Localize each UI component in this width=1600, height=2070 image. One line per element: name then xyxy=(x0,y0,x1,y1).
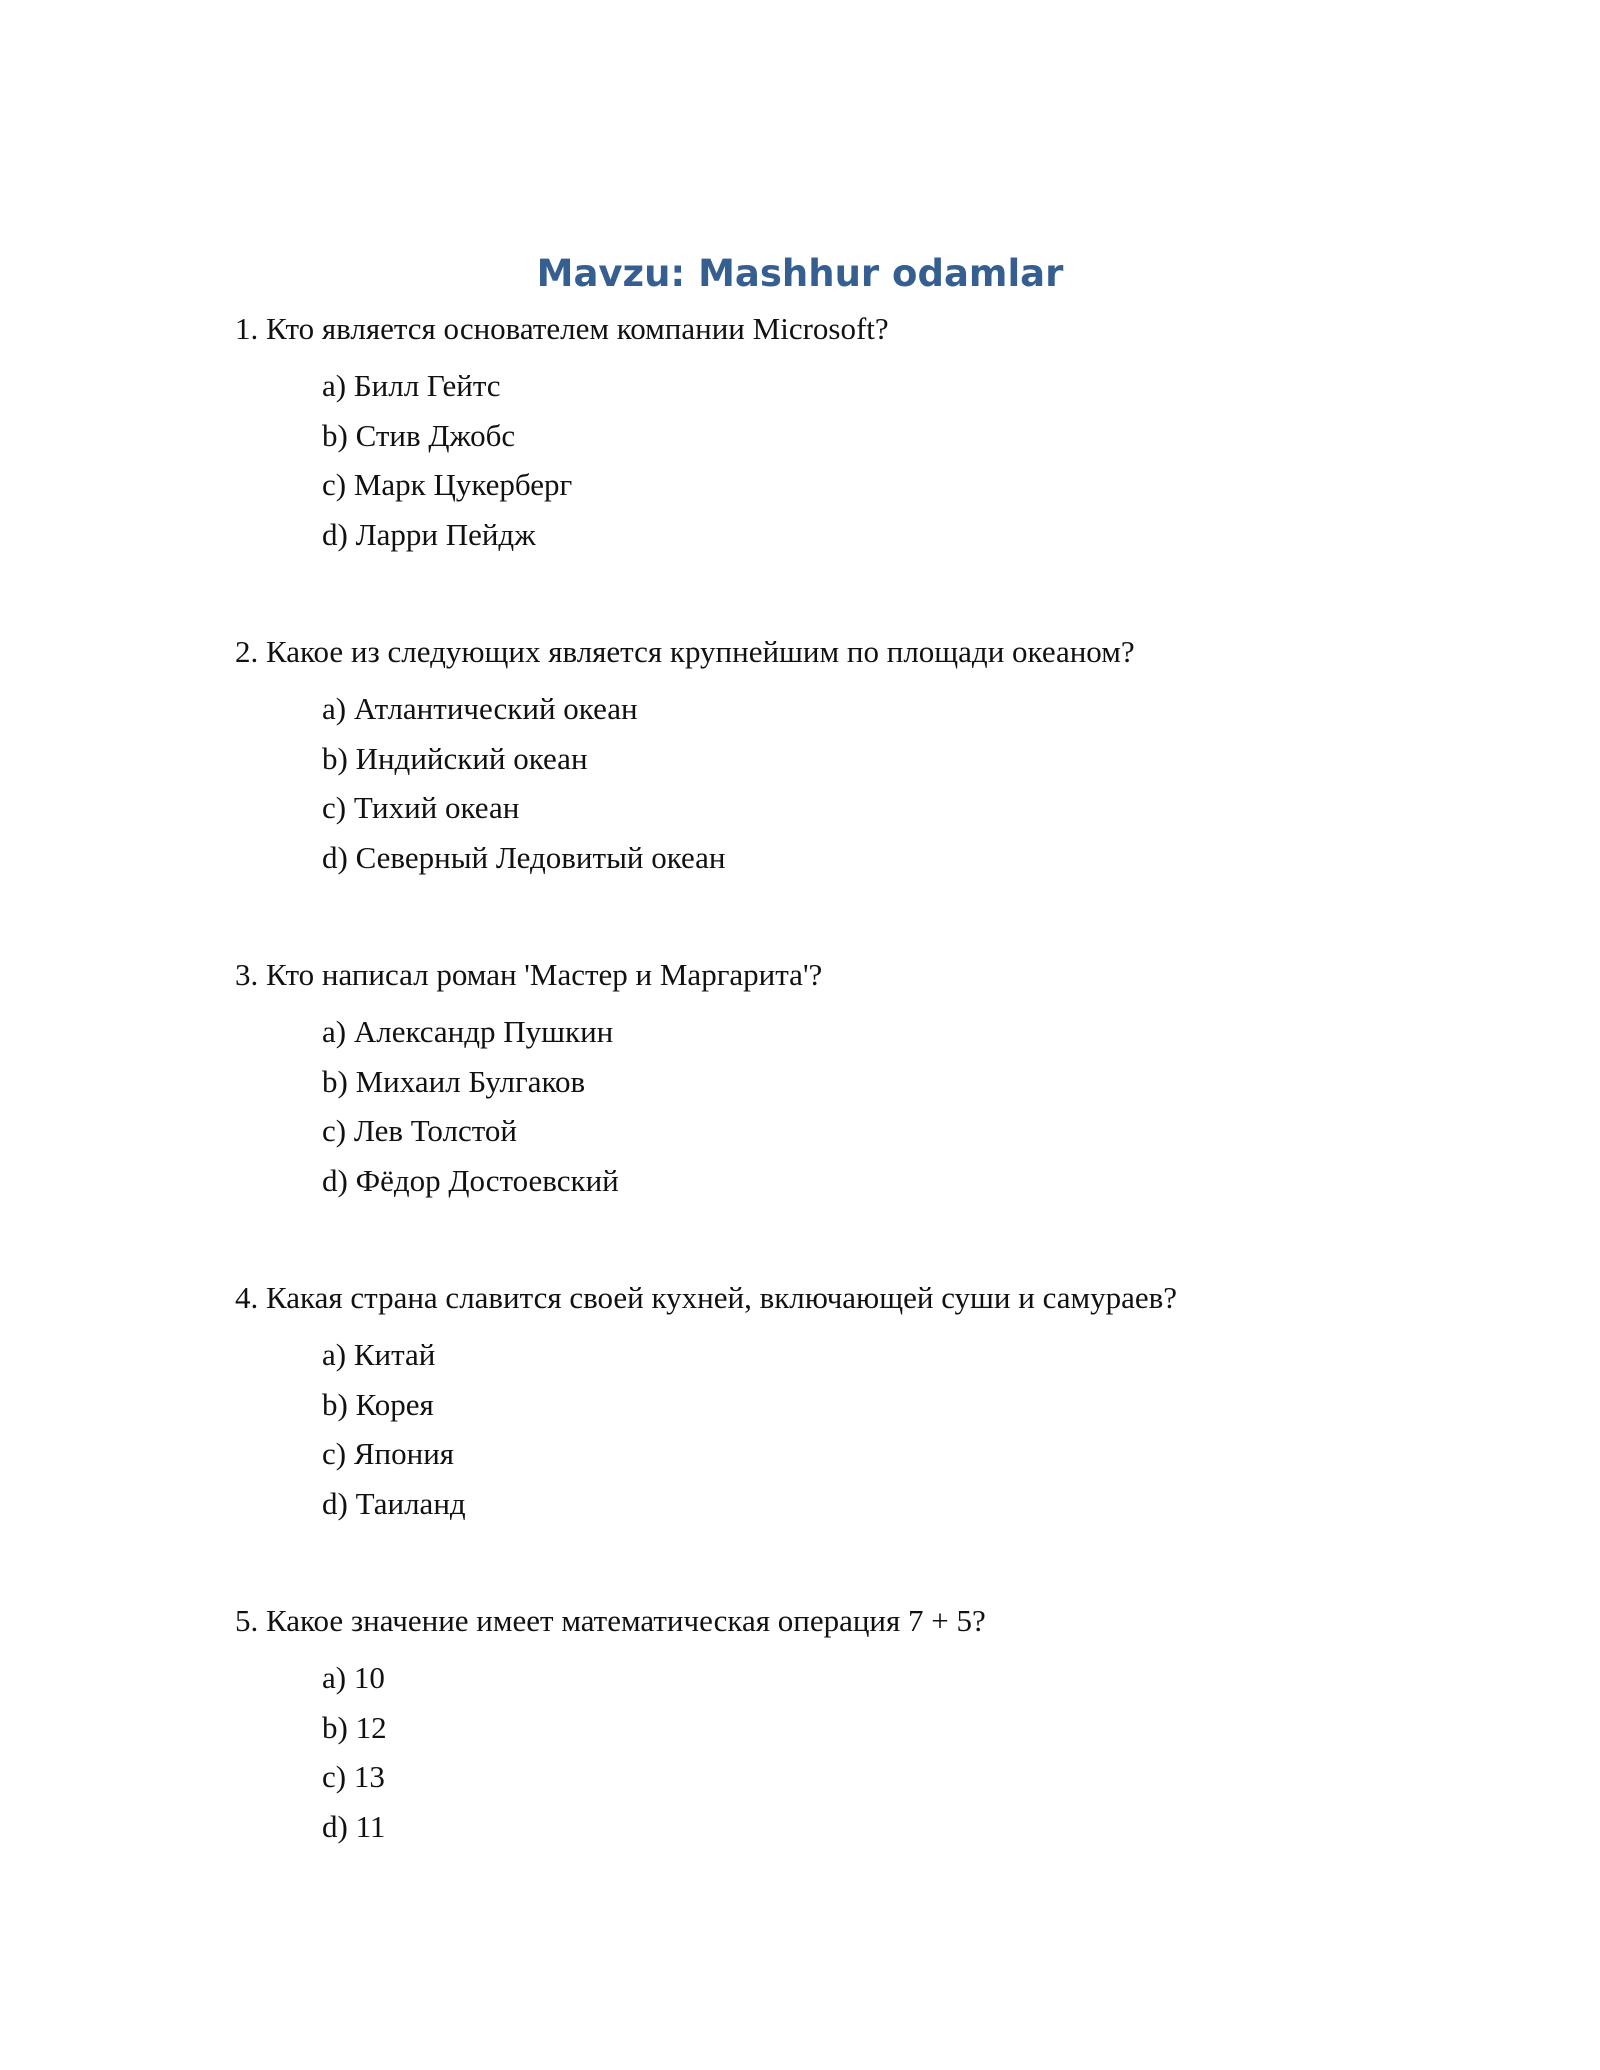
answer-option: c) Марк Цукерберг xyxy=(322,467,573,502)
answer-option: d) Таиланд xyxy=(322,1485,466,1521)
question-text: 4. Какая страна славится своей кухней, включающей суши и самураев? xyxy=(235,1280,1178,1315)
answer-option: a) 10 xyxy=(322,1660,385,1695)
document-title: Mavzu: Mashhur odamlar xyxy=(536,252,1064,295)
question-3 xyxy=(235,955,1435,1210)
answer-option: d) Фёдор Достоевский xyxy=(322,1162,619,1198)
answer-option: b) Стив Джобс xyxy=(322,417,516,453)
answer-option: c) Лев Толстой xyxy=(322,1113,517,1148)
answer-option: d) 11 xyxy=(322,1808,386,1844)
question-text: 1. Кто является основателем компании Microsoft? xyxy=(235,311,889,346)
answer-options xyxy=(235,366,1435,564)
question-text: 3. Кто написал роман 'Мастер и Маргарита'? xyxy=(235,957,823,992)
answer-option: c) 13 xyxy=(322,1759,385,1794)
answer-option: c) Япония xyxy=(322,1436,455,1471)
question-2 xyxy=(235,632,1435,887)
question-text: 5. Какое значение имеет математическая операция 7 + 5? xyxy=(235,1603,986,1638)
answer-options xyxy=(235,1012,1435,1210)
answer-option: a) Билл Гейтс xyxy=(322,368,501,403)
question-5 xyxy=(235,1601,1435,1856)
answer-option: c) Тихий океан xyxy=(322,790,520,825)
question-1 xyxy=(235,309,1435,564)
answer-option: d) Северный Ледовитый океан xyxy=(322,839,726,875)
answer-option: d) Ларри Пейдж xyxy=(322,516,536,552)
answer-option: b) Михаил Булгаков xyxy=(322,1063,586,1099)
answer-options xyxy=(235,1658,1435,1856)
answer-option: b) 12 xyxy=(322,1709,387,1745)
answer-option: b) Индийский океан xyxy=(322,740,588,776)
answer-option: b) Корея xyxy=(322,1386,434,1422)
answer-option: a) Атлантический океан xyxy=(322,691,638,726)
answer-option: a) Александр Пушкин xyxy=(322,1014,614,1049)
question-4 xyxy=(235,1278,1435,1533)
answer-options xyxy=(235,689,1435,887)
answer-option: a) Китай xyxy=(322,1337,436,1372)
answer-options xyxy=(235,1335,1435,1533)
question-text: 2. Какое из следующих является крупнейшим по площади океаном? xyxy=(235,634,1135,669)
